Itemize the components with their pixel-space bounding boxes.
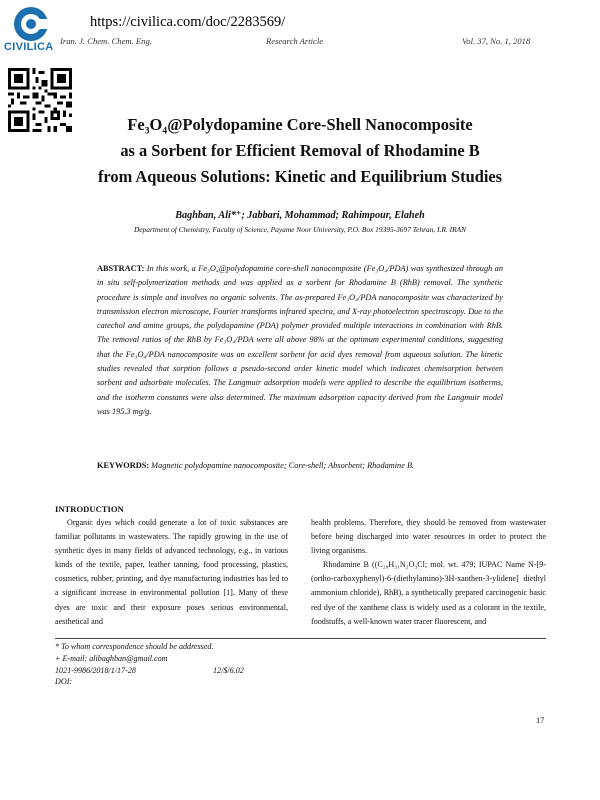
issn-line xyxy=(55,665,244,677)
journal-name: Iran. J. Chem. Chem. Eng. xyxy=(60,36,152,46)
intro-paragraph-3: Rhodamine B ((C₂₈H₃₁N₂O₃Cl; mol. wt. 479; IUPAC Name N-[9-(ortho-carboxyphenyl)-6-(diethylamino)-3H-xanthen-3-ylidene] diethyl ammonium chloride), RhB), a synthetically prepared carcinogenic basic red dye of the xanthene class is widely used as a colorant in the textile, foodstuffs, a well-known water tracer fluorescent, and xyxy=(311,560,546,626)
intro-right-column xyxy=(311,516,546,629)
article-type: Research Article xyxy=(266,36,324,46)
price-code: 12/$/6.02 xyxy=(213,665,244,675)
title-line-2: as a Sorbent for Efficient Removal of Rhodamine B xyxy=(120,141,480,160)
civilica-c-icon xyxy=(10,6,52,42)
introduction-heading: INTRODUCTION xyxy=(55,504,124,514)
intro-left-column xyxy=(55,516,288,629)
document-url[interactable]: https://civilica.com/doc/2283569/ xyxy=(90,14,286,30)
footnotes xyxy=(55,641,244,688)
keywords-text: Magnetic polydopamine nanocomposite; Core-shell; Absorbent; Rhodamine B. xyxy=(151,461,415,470)
intro-paragraph-1: Organic dyes which could generate a lot of toxic substances are familiar pollutants in wastewaters. The rapidly growing in the use of synthetic dyes in many fields of advanced technology, e.g., in various kinds of the textile, paper, leather tanning, food processing, plastics, cosmetics, rubber, printing, and dye manufacturing industries has led to a significant increase in environmental pollution [1]. Many of these dyes are toxic and their exposure poses serious environmental, aesthetical and xyxy=(55,518,288,626)
abstract-text: In this work, a Fe₃O₄@polydopamine core-shell nanocomposite (Fe₃O₄/PDA) was synthesized through an in situ self-polymerization methods and was applied as a sorbent for Rhodamine B (RhB) removal. The synthetic procedure is simple and involves no organic solvents. The as-prepared Fe₃O₄/PDA nanocomposite was characterized by transmission electron microscope, Fourier transforms infrared spectra, and X-ray photoelectron spectroscopy. Due to the catechol and amine groups, the polydopamine (PDA) polymer provided multiple interactions in combination with RhB. The removal ratios of the RhB by Fe₃O₄/PDA were all above 98% at the optimum experimental conditions, suggesting that the Fe₃O₄/PDA nanocomposite was an excellent sorbent for acid dyes removal from aqueous solution. The kinetic studies revealed that sorption follows a pseudo-second order kinetic model which indicates chemisorption between sorbent and adsorbate molecules. The Langmuir adsorption models were applied to describe the equilibrium isotherms, and the isotherm constants were also determined. The maximum adsorption capacity derived from the Langmuir model was 195.3 mg/g. xyxy=(97,264,503,416)
intro-paragraph-2: health problems. Therefore, they should be removed from wastewater before being discharged into water resources in order to protect the living organisms. xyxy=(311,518,546,556)
title-line-3: from Aqueous Solutions: Kinetic and Equilibrium Studies xyxy=(97,167,503,186)
abstract-block xyxy=(97,262,503,419)
email-note[interactable]: + E-mail: alibaghban@gmail.com xyxy=(55,653,168,663)
volume-info: Vol. 37, No. 1, 2018 xyxy=(462,36,531,46)
author-list: Baghban, Ali*⁺; Jabbari, Mohammad; Rahimpour, Elaheh xyxy=(175,210,425,221)
footnote-divider xyxy=(55,638,546,639)
abstract-label: ABSTRACT: xyxy=(97,264,145,273)
issn-code: 1021-9986/2018/1/17-28 xyxy=(55,665,136,675)
doi-note: DOI: xyxy=(55,677,73,687)
affiliation: Department of Chemistry, Faculty of Science, Payame Noor University, P.O. Box 19395-3697 Tehran, I.R. IRAN xyxy=(133,225,467,234)
title-line-1: Fe₃O₄@Polydopamine Core-Shell Nanocomposite xyxy=(127,115,473,134)
page-number: 17 xyxy=(536,716,545,725)
civilica-logo[interactable] xyxy=(4,6,58,56)
keywords-label: KEYWORDS: xyxy=(97,461,150,470)
keywords-block xyxy=(97,461,517,470)
article-title xyxy=(40,112,560,190)
correspondence-note: * To whom correspondence should be addressed. xyxy=(55,642,214,651)
civilica-logo-text: CIVILICA xyxy=(4,41,54,53)
